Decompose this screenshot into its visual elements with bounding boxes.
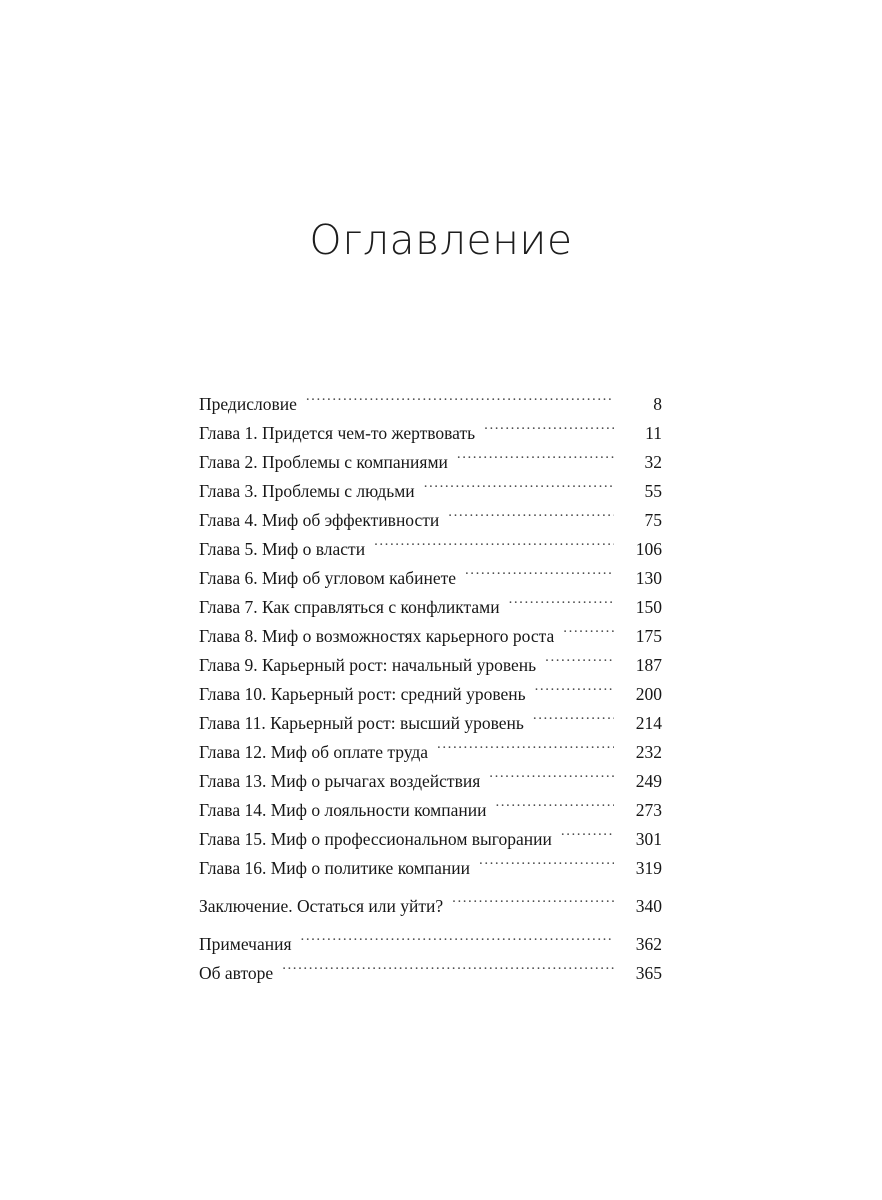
toc-entry-label: Глава 9. Карьерный рост: начальный уровень	[199, 655, 537, 675]
toc-entry-label: Глава 4. Миф об эффективности	[199, 510, 440, 530]
toc-entry[interactable]	[199, 930, 662, 959]
toc-entry-page-number: 187	[635, 655, 662, 675]
toc-entry-label: Предисловие	[199, 394, 297, 414]
toc-entry-page-number: 106	[635, 539, 662, 559]
toc-entry[interactable]	[199, 767, 662, 796]
dot-leader	[561, 828, 614, 846]
toc-entry[interactable]	[199, 622, 662, 651]
dot-leader	[465, 567, 614, 585]
dot-leader	[424, 480, 614, 498]
toc-entry-label: Глава 5. Миф о власти	[199, 539, 366, 559]
dot-leader	[535, 683, 614, 701]
toc-entry[interactable]	[199, 892, 662, 921]
toc-entry[interactable]	[199, 506, 662, 535]
dot-leader	[306, 393, 614, 411]
toc-entry-label: Глава 11. Карьерный рост: высший уровень	[199, 713, 524, 733]
toc-entry-page-number: 362	[635, 934, 662, 954]
toc-entry[interactable]	[199, 796, 662, 825]
dot-leader	[563, 625, 614, 643]
toc-entry-label: Глава 13. Миф о рычагах воздействия	[199, 771, 481, 791]
toc-entry-page-number: 75	[644, 510, 662, 530]
toc-entry-page-number: 319	[635, 858, 662, 878]
toc-entry-page-number: 32	[644, 452, 662, 472]
toc-entry[interactable]	[199, 959, 662, 988]
dot-leader	[545, 654, 614, 672]
dot-leader	[457, 451, 614, 469]
toc-entry[interactable]	[199, 419, 662, 448]
dot-leader	[489, 770, 614, 788]
toc-entry-page-number: 130	[635, 568, 662, 588]
toc-entry-page-number: 150	[635, 597, 662, 617]
dot-leader	[479, 857, 614, 875]
toc-list	[199, 390, 662, 988]
dot-leader	[484, 422, 614, 440]
toc-entry-page-number: 301	[635, 829, 662, 849]
dot-leader	[452, 895, 614, 913]
toc-entry-page-number: 200	[635, 684, 662, 704]
dot-leader	[374, 538, 614, 556]
page-title: Оглавление	[309, 216, 573, 264]
toc-entry-page-number: 175	[635, 626, 662, 646]
toc-entry-label: Глава 8. Миф о возможностях карьерного роста	[199, 626, 555, 646]
dot-leader	[448, 509, 614, 527]
toc-entry-label: Глава 16. Миф о политике компании	[199, 858, 471, 878]
toc-entry[interactable]	[199, 448, 662, 477]
toc-entry-label: Глава 12. Миф об оплате труда	[199, 742, 429, 762]
toc-entry-label: Глава 6. Миф об угловом кабинете	[199, 568, 456, 588]
toc-entry[interactable]	[199, 680, 662, 709]
toc-entry-label: Глава 2. Проблемы с компаниями	[199, 452, 448, 472]
toc-entry-page-number: 273	[635, 800, 662, 820]
toc-entry[interactable]	[199, 564, 662, 593]
toc-entry[interactable]	[199, 854, 662, 883]
toc-entry-label: Глава 15. Миф о профессиональном выгорании	[199, 829, 552, 849]
toc-entry-page-number: 214	[635, 713, 662, 733]
toc-entry-page-number: 11	[645, 423, 662, 443]
dot-leader	[301, 933, 614, 951]
dot-leader	[282, 962, 614, 980]
dot-leader	[437, 741, 614, 759]
toc-entry-label: Глава 10. Карьерный рост: средний уровень	[199, 684, 526, 704]
toc-entry[interactable]	[199, 709, 662, 738]
toc-entry-page-number: 232	[635, 742, 662, 762]
toc-entry-label: Примечания	[199, 934, 292, 954]
toc-entry-page-number: 340	[635, 896, 662, 916]
toc-entry[interactable]	[199, 738, 662, 767]
dot-leader	[509, 596, 614, 614]
toc-entry[interactable]	[199, 593, 662, 622]
toc-entry-page-number: 8	[653, 394, 662, 414]
toc-entry-label: Глава 14. Миф о лояльности компании	[199, 800, 487, 820]
toc-entry[interactable]	[199, 477, 662, 506]
toc-entry-page-number: 365	[635, 963, 662, 983]
toc-entry-label: Об авторе	[199, 963, 274, 983]
toc-entry[interactable]	[199, 535, 662, 564]
toc-entry[interactable]	[199, 390, 662, 419]
dot-leader	[533, 712, 614, 730]
toc-entry-label: Глава 1. Придется чем-то жертвовать	[199, 423, 476, 443]
toc-entry-page-number: 55	[644, 481, 662, 501]
toc-entry-label: Глава 7. Как справляться с конфликтами	[199, 597, 500, 617]
toc-entry-page-number: 249	[635, 771, 662, 791]
toc-entry[interactable]	[199, 825, 662, 854]
toc-entry[interactable]	[199, 651, 662, 680]
dot-leader	[495, 799, 614, 817]
toc-entry-label: Глава 3. Проблемы с людьми	[199, 481, 415, 501]
toc-entry-label: Заключение. Остаться или уйти?	[199, 896, 444, 916]
